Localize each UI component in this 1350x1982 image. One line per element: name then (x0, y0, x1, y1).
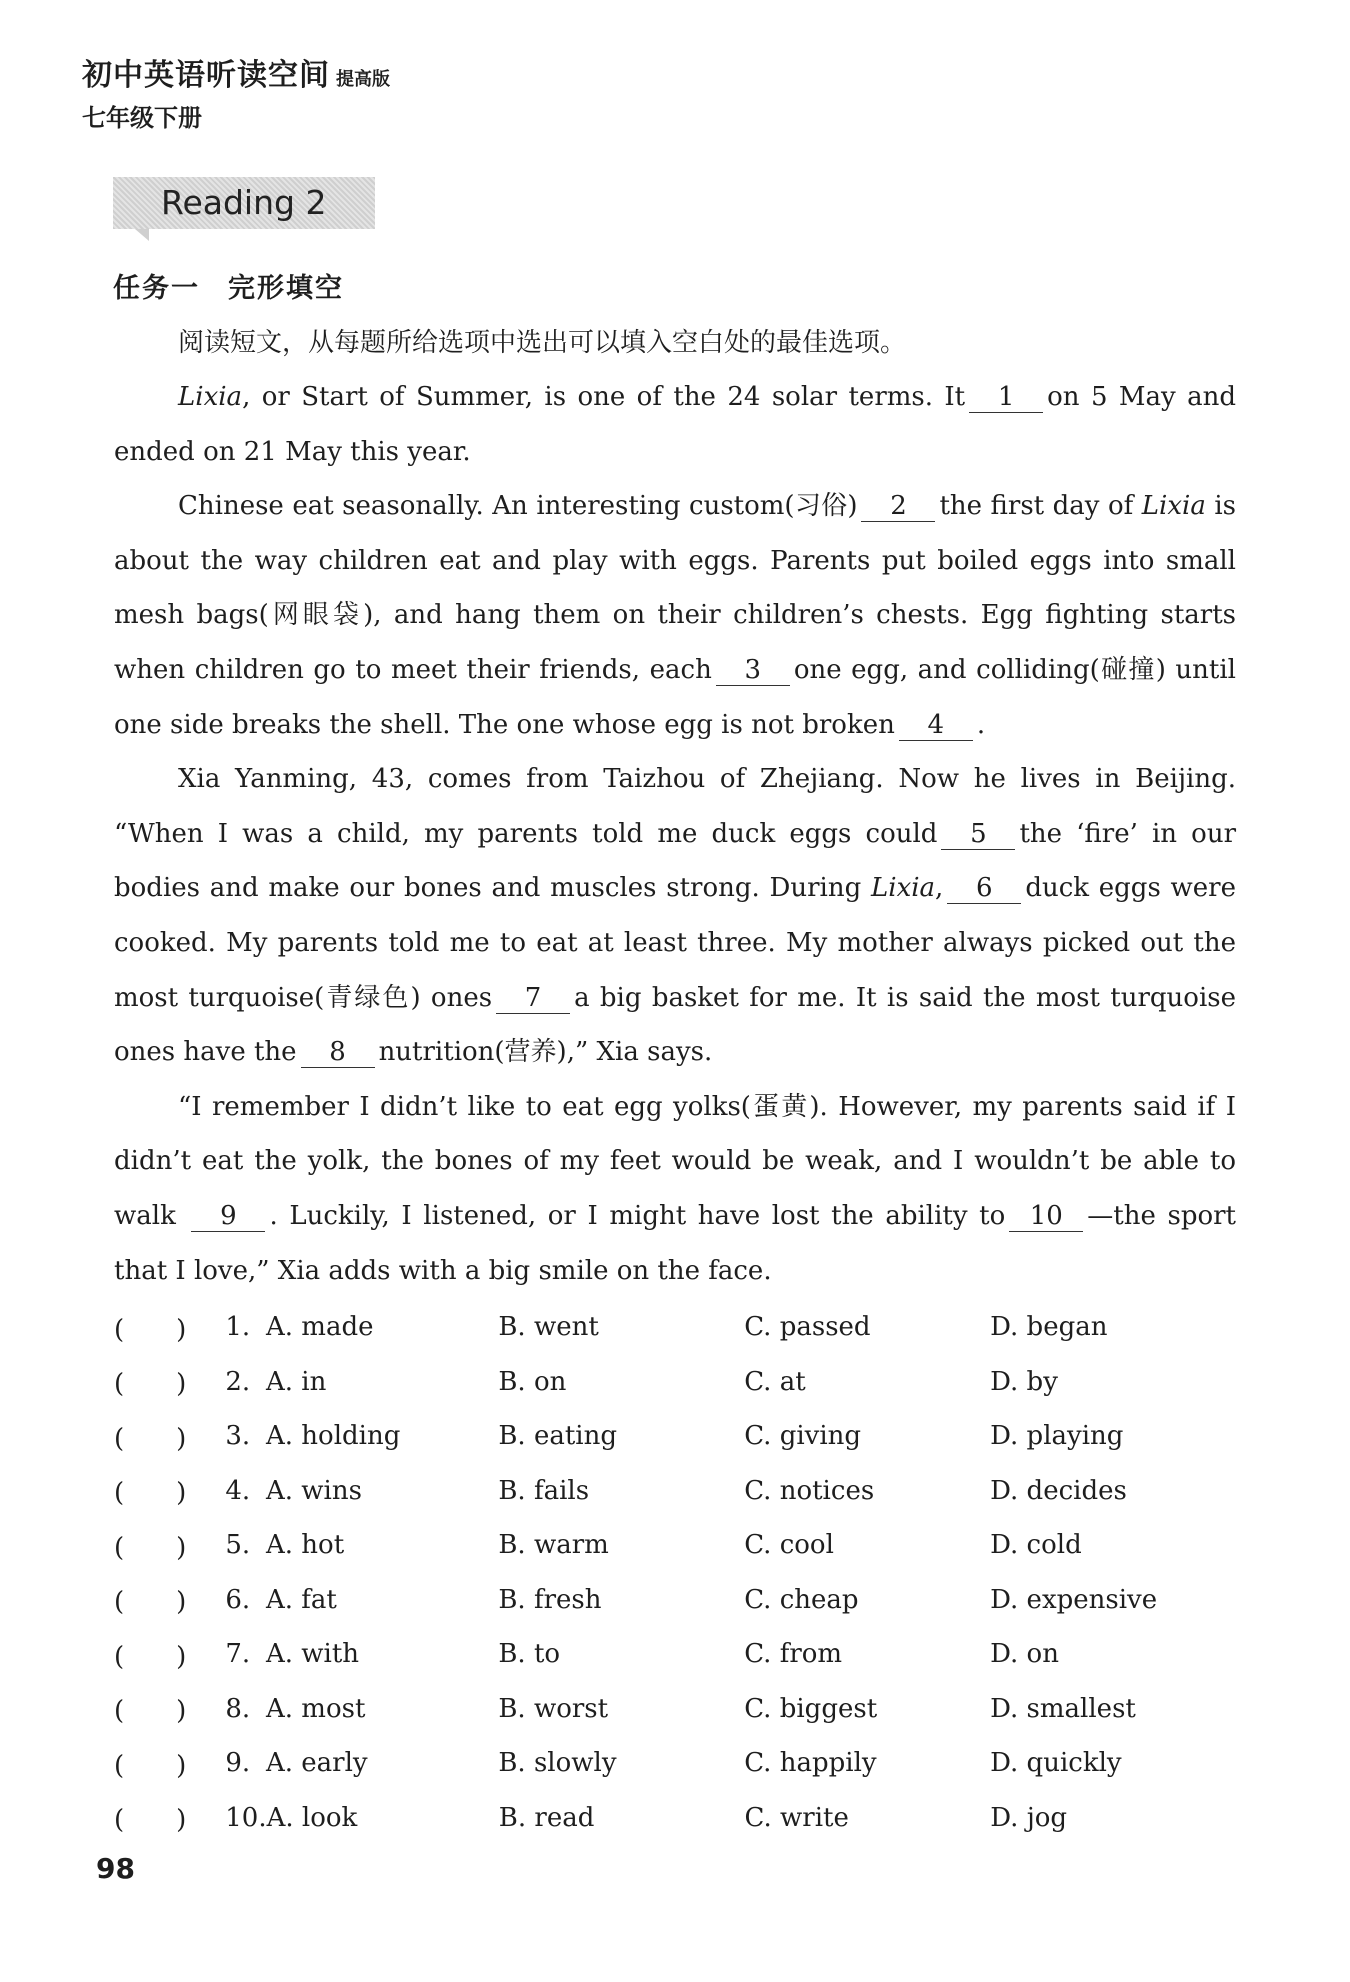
section-title: Reading 2 (161, 183, 327, 222)
section-banner (113, 177, 375, 229)
book-edition: 提高版 (336, 69, 390, 90)
lixia-term: Lixia (870, 873, 936, 904)
question-number: 9. (225, 1748, 251, 1779)
task-heading (113, 266, 344, 305)
answer-bracket: ( ) (114, 1314, 187, 1345)
option-b: B. fails (498, 1475, 590, 1506)
option-d: D. playing (990, 1421, 1124, 1452)
option-a: A. most (265, 1693, 366, 1724)
option-c: C. cheap (744, 1584, 859, 1615)
question-row (114, 1464, 1236, 1519)
option-b: B. on (498, 1366, 567, 1397)
question-row (114, 1682, 1236, 1737)
option-a: A. in (265, 1366, 327, 1397)
option-c: C. happily (744, 1748, 877, 1779)
option-a: A. early (265, 1748, 368, 1779)
option-d: D. decides (990, 1475, 1127, 1506)
blank-9: 9 (191, 1201, 265, 1232)
option-b: B. went (498, 1312, 599, 1343)
question-list (114, 1300, 1236, 1845)
option-c: C. biggest (744, 1693, 878, 1724)
option-d: D. jog (990, 1802, 1068, 1833)
question-row (114, 1573, 1236, 1628)
question-row (114, 1409, 1236, 1464)
question-row (114, 1791, 1236, 1846)
blank-5: 5 (941, 819, 1015, 850)
option-c: C. at (744, 1366, 806, 1397)
task-name: 完形填空 (228, 273, 344, 304)
instruction: 阅读短文，从每题所给选项中选出可以填入空白处的最佳选项。 (178, 328, 907, 358)
question-row (114, 1518, 1236, 1573)
answer-bracket: ( ) (114, 1750, 187, 1781)
option-b: B. warm (498, 1530, 609, 1561)
paragraph-2: Chinese eat seasonally. An interesting custom(习俗) 2 the first day of Lixia is about the way children eat and play with eggs. Parents put boiled eggs into small mesh bags(网眼袋), and hang them on their children’s chests. Egg fighting starts when children go to meet their friends, each 3 one egg, and colliding(碰撞) until one side breaks the shell. The one whose egg is not broken 4 . (114, 491, 1237, 740)
answer-bracket: ( ) (114, 1696, 187, 1727)
grade-label: 七年级下册 (82, 104, 202, 132)
option-d: D. quickly (990, 1748, 1122, 1779)
option-c: C. write (744, 1802, 849, 1833)
question-number: 10. (225, 1802, 267, 1833)
book-title: 初中英语听读空间 (82, 58, 330, 93)
question-number: 7. (225, 1639, 251, 1670)
option-b: B. worst (498, 1693, 609, 1724)
option-a: A. wins (265, 1475, 362, 1506)
paragraph-3: Xia Yanming, 43, comes from Taizhou of Zhejiang. Now he lives in Beijing. “When I was a child, my parents told me duck eggs could 5 the ‘fire’ in our bodies and make our bones and muscles strong. During Lixia, 6 duck eggs were cooked. My parents told me to eat at least three. My mother always picked out the most turquoise(青绿色) ones 7 a big basket for me. It is said the most turquoise ones have the 8 nutrition(营养),” Xia says. (114, 764, 1237, 1068)
question-number: 1. (225, 1312, 251, 1343)
option-a: A. made (265, 1312, 374, 1343)
page-content (114, 316, 1236, 1845)
question-row (114, 1355, 1236, 1410)
task-label: 任务一 (113, 273, 200, 304)
blank-3: 3 (716, 655, 790, 686)
option-c: C. notices (744, 1475, 875, 1506)
answer-bracket: ( ) (114, 1641, 187, 1672)
option-c: C. cool (744, 1530, 834, 1561)
blank-7: 7 (496, 983, 570, 1014)
blank-6: 6 (947, 873, 1021, 904)
paragraph-1: Lixia, or Start of Summer, is one of the 24 solar terms. It 1 on 5 May and ended on 21 May this year. (114, 382, 1236, 467)
option-a: A. hot (265, 1530, 345, 1561)
option-d: D. by (990, 1366, 1058, 1397)
option-a: A. fat (265, 1584, 337, 1615)
answer-bracket: ( ) (114, 1369, 187, 1400)
paragraph-4: “I remember I didn’t like to eat egg yolks(蛋黄). However, my parents said if I didn’t eat the yolk, the bones of my feet would be weak, and I wouldn’t be able to walk 9 . Luckily, I listened, or I might have lost the ability to 10 —the sport that I love,” Xia adds with a big smile on the face. (114, 1091, 1236, 1286)
blank-2: 2 (861, 491, 935, 522)
page-number: 98 (96, 1852, 135, 1885)
answer-bracket: ( ) (114, 1478, 187, 1509)
option-c: C. passed (744, 1312, 871, 1343)
option-d: D. on (990, 1639, 1059, 1670)
option-d: D. smallest (990, 1693, 1136, 1724)
passage (114, 370, 1236, 1298)
answer-bracket: ( ) (114, 1805, 187, 1836)
answer-bracket: ( ) (114, 1532, 187, 1563)
option-a: A. holding (265, 1421, 401, 1452)
option-a: A. look (266, 1802, 358, 1833)
question-number: 8. (225, 1693, 251, 1724)
question-row (114, 1300, 1236, 1355)
question-number: 3. (225, 1421, 251, 1452)
page-header (82, 50, 390, 133)
blank-10: 10 (1009, 1201, 1083, 1232)
option-a: A. with (265, 1639, 360, 1670)
option-b: B. read (498, 1802, 595, 1833)
question-number: 5. (225, 1530, 251, 1561)
option-b: B. to (498, 1639, 561, 1670)
option-d: D. began (990, 1312, 1108, 1343)
option-b: B. eating (498, 1421, 618, 1452)
question-number: 6. (225, 1584, 251, 1615)
blank-1: 1 (969, 382, 1043, 413)
blank-4: 4 (899, 710, 973, 741)
option-c: C. giving (744, 1421, 862, 1452)
answer-bracket: ( ) (114, 1423, 187, 1454)
option-b: B. slowly (498, 1748, 617, 1779)
question-row (114, 1627, 1236, 1682)
option-b: B. fresh (498, 1584, 602, 1615)
option-c: C. from (744, 1639, 843, 1670)
blank-8: 8 (301, 1037, 375, 1068)
question-row (114, 1736, 1236, 1791)
question-number: 4. (225, 1475, 251, 1506)
question-number: 2. (225, 1366, 251, 1397)
option-d: D. cold (990, 1530, 1082, 1561)
lixia-term: Lixia (178, 382, 243, 412)
lixia-term: Lixia (1141, 491, 1206, 522)
option-d: D. expensive (990, 1584, 1158, 1615)
answer-bracket: ( ) (114, 1587, 187, 1618)
